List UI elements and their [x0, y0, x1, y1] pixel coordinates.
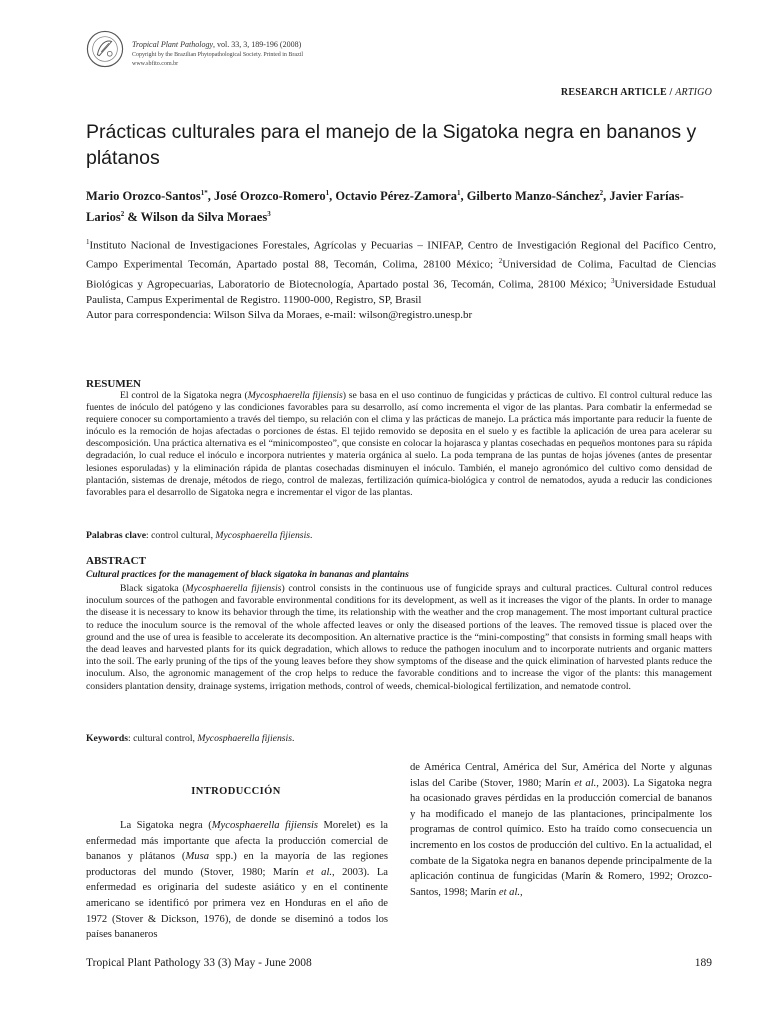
keywords-label: Palabras clave — [86, 530, 146, 541]
genus-name: Musa — [185, 851, 209, 863]
author-name: Mario Orozco-Santos — [86, 189, 201, 204]
keywords-end: . — [292, 733, 295, 744]
correspondence: Autor para correspondencia: Wilson Silva da Moraes, e-mail: wilson@registro.unesp.br — [86, 309, 473, 321]
intro-text: de América Central, América del Sur, América del Norte y algunas islas del Caribe (Stover, 1980; Marín — [410, 762, 712, 789]
author-name: Octavio Pérez-Zamora — [335, 189, 457, 204]
organism-name: Mycosphaerella fijiensis — [247, 390, 343, 401]
abstract-keywords — [86, 733, 294, 744]
affiliation-mark: 1 — [86, 238, 90, 246]
article-type: RESEARCH ARTICLE / ARTIGO — [560, 87, 712, 98]
intro-text: , 2003). La enfermedad es originaria del sudeste asiático y en el continente americano se identificó por primera vez en Honduras en el año de 1972 (Stover & Dickson, 1976), de donde se diseminó a todos los países bananeros — [86, 866, 389, 941]
abstract-text: Black sigatoka ( — [120, 583, 186, 594]
abstract-subtitle: Cultural practices for the management of black sigatoka in bananas and plantains — [86, 570, 409, 580]
affiliation-mark: 2 — [498, 257, 503, 266]
author-affiliation-mark: 1 — [456, 189, 461, 197]
resumen-heading: RESUMEN — [86, 378, 142, 390]
author-affiliation-mark: 1 — [325, 189, 330, 197]
et-al: et al. — [306, 866, 333, 878]
paper-title: Prácticas culturales para el manejo de la Sigatoka negra en bananos y plátanos — [86, 121, 697, 169]
affiliation-text: Universidad de Colima, Facultad de Ciencias Biológicas y Agropecuarias, Laboratorio de Biotecnología, Apartado postal 36, Tecomán, Colima, 28100 México; — [86, 258, 716, 291]
affiliation-text: Universidade Estudual Paulista, Campus Experimental de Registro. 11900-000, Registro, SP, Brasil — [86, 278, 716, 306]
abstract-text: ) control consists in the continuous use of fungicide sprays and cultural practices. Cultural control reduces inoculum sources of the pathogen and favorable environmental conditions for its development, as well as it increases the vigor of the plants. In order to manage the disease it is necessary to know its behavior through the time, its relationship with the weather and the crop management. The most important cultural practice to reduce the inoculum source is the removal of the whole affected leaves or only the diseased portions of the leaves. The removed tissue is placed over the ground and the use of urea is feasible to accelerate its decomposition. An alternative practice is the “mini-composting” that consists in forming small heaps with the dead leaves and harvested plants for its quick degradation, which allows to reduce the pathogen inoculum and to incorporate nutrients and organic matters into the soil. The early pruning of the tips of the young leaves before they show symptoms of the disease and the quick elimination of harvested plants reduce the inoculum. Also, the agronomic management of the crop helps to reduce the favorable conditions and to increase the vigor of the plants: this management considers plantation density, drainage systems, irrigation methods, control of weeds, chemical-biological fertilization, and nematode control. — [86, 583, 712, 692]
introduction-column-right — [410, 760, 712, 900]
introduction-heading: INTRODUCCIÓN — [191, 786, 281, 797]
et-al: et al., — [498, 886, 523, 898]
article-type-alt: ARTIGO — [675, 87, 712, 98]
author-name: Wilson da Silva Moraes — [140, 210, 268, 225]
intro-text: 2003). La Sigatoka negra ha ocasionado graves pérdidas en la producción comercial de bananos y ha modificado el manejo de las plantaciones, principalmente los programas de control químico. Esto ha traído como consecuencia un incremento en los costos de producción del cultivo. En la actualidad, el combate de la Sigatoka negra en bananos depende principalmente de la aplicación continua de fungicidas (Marín & Romero, 1992; Orozco-Santos, 1998; Marín — [410, 777, 712, 898]
keywords-organism: Mycosphaerella fijiensis — [197, 733, 293, 744]
et-al: et al., — [574, 777, 599, 789]
affiliation-mark: 3 — [610, 276, 615, 285]
affiliations — [86, 235, 716, 308]
intro-text: La Sigatoka negra ( — [120, 820, 212, 831]
author-affiliation-mark: 2 — [599, 189, 604, 197]
resumen-text: El control de la Sigatoka negra ( — [120, 390, 248, 401]
author-affiliation-mark: 2 — [120, 210, 125, 219]
organism-name: Mycosphaerella fijiensis — [211, 820, 319, 831]
journal-volume: , vol. 33, 3, 189-196 (2008) — [213, 40, 302, 49]
resumen-body — [86, 390, 712, 499]
keywords-end: . — [310, 530, 313, 541]
abstract-body — [86, 583, 712, 693]
resumen-text: ) se basa en el uso continuo de fungicidas y prácticas de cultivo. El control cultural reduce las fuentes de inóculo del patógeno y las condiciones favorables para su desarrollo, así como incrementa el vigor de las plantas. Para combatir la enfermedad se requiere conocer su comportamiento a través del tiempo, su relación con el clima y las prácticas de manejo. La práctica más importante para reducir la fuente de inóculo es la remoción de hojas afectadas o porciones de éstas. El tejido removido se deposita en el suelo y es factible la aplicación de urea para acelerar su descomposición. Una práctica alternativa es el “minicomposteo”, que consiste en colocar la hojarasca y plantas cosechadas en pequeños montones para su rápida degradación, lo cual reduce el inóculo e incorpora nutrientes y materia orgánica al suelo. La poda temprana de las puntas de hojas jóvenes (antes de presentar lesiones esporuladas) y la eliminación rápida de plantas cosechadas disminuyen el inóculo. También, el manejo agronómico del cultivo como densidad de plantación, sistemas de drenaje, métodos de riego, control de malezas, fertilización química-biológica y control de nematodos, ayuda a reducir las condiciones favorables para el desarrollo de Sigatoka negra e incrementar el vigor de las plantas. — [86, 390, 713, 498]
keywords-organism: Mycosphaerella fijiensis — [215, 530, 311, 541]
affiliation-text: Instituto Nacional de Investigaciones Forestales, Agrícolas y Pecuarias – INIFAP, Centro de Investigación Regional del Pacífico Centro, Campo Experimental Tecomán, Apartado postal 88, Tecomán, Colima, 28100 México; — [86, 239, 716, 271]
author-name: Gilberto Manzo-Sánchez — [466, 189, 600, 204]
abstract-heading: ABSTRACT — [86, 555, 146, 567]
footer-journal: Tropical Plant Pathology 33 (3) May - June 2008 — [86, 957, 312, 969]
author-name: Javier Farías-Larios — [86, 189, 684, 225]
society-logo — [86, 30, 124, 68]
author-affiliation-mark: 1* — [200, 189, 208, 197]
article-type-label: RESEARCH ARTICLE — [560, 87, 667, 98]
journal-website: www.sbfito.com.br — [132, 61, 179, 67]
introduction-column-left — [86, 818, 388, 943]
author-name: José Orozco-Romero — [213, 189, 326, 204]
keywords-text: : control cultural, — [146, 530, 216, 541]
organism-name: Mycosphaerella fijiensis — [185, 583, 282, 594]
keywords-label: Keywords — [86, 733, 128, 744]
author-affiliation-mark: 3 — [267, 210, 271, 219]
journal-name: Tropical Plant Pathology — [132, 40, 214, 49]
keywords-text: : cultural control, — [127, 733, 198, 744]
author-list: Mario Orozco-Santos$^{1*}$, José Orozco-Romero$^1$, Octavio Pérez-Zamora$^1$, Gilberto Manzo-Sánchez$^2$, Javier Farías-Larios$^2$ & Wilson da Silva Moraes$^3$ — [86, 189, 684, 225]
intro-text: Morelet) es la enfermedad más importante que afecta la producción comercial de bananos y plátanos ( — [86, 820, 388, 863]
page-number: 189 — [694, 957, 712, 969]
resumen-keywords — [86, 530, 312, 541]
journal-citation — [132, 40, 301, 50]
copyright-notice: Copyright by the Brazilian Phytopathological Society. Printed in Brazil — [132, 52, 304, 58]
intro-text: spp.) en la mayoría de las regiones productoras del mundo (Stover, 1980; Marín — [86, 851, 388, 878]
